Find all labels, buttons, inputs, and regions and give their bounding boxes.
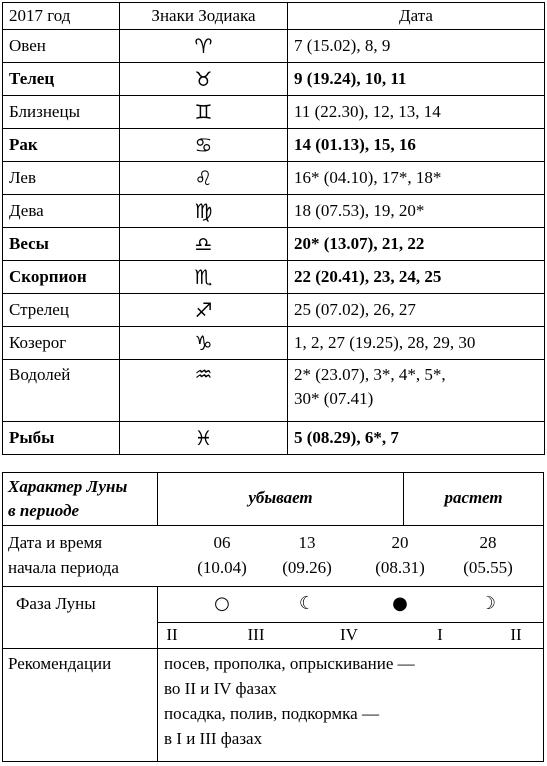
rule	[2, 586, 544, 587]
phase-number: IV	[340, 625, 358, 644]
waning-crescent-icon: ☾	[298, 593, 316, 614]
sign-dates: 7 (15.02), 8, 9	[288, 30, 545, 63]
capricorn-icon: ♑	[194, 331, 213, 355]
period-day: 13	[298, 533, 316, 552]
sign-dates: 11 (22.30), 12, 13, 14	[288, 96, 545, 129]
rule	[2, 472, 3, 762]
sign-dates	[288, 360, 545, 422]
period-time: (08.31)	[375, 558, 425, 577]
date-time-label: Дата и время	[8, 533, 103, 552]
date-time-label: начала периода	[8, 558, 119, 577]
table-row	[3, 96, 545, 129]
table-row	[3, 294, 545, 327]
pisces-icon: ♓	[194, 426, 213, 450]
moon-character-label: в периоде	[8, 501, 80, 520]
aquarius-icon: ♒	[194, 362, 213, 386]
date-header: Дата	[288, 3, 545, 30]
sign-name: Овен	[3, 30, 120, 63]
rule	[2, 525, 544, 526]
sign-name: Козерог	[3, 327, 120, 360]
period-day: 28	[479, 533, 497, 552]
sign-dates: 16* (04.10), 17*, 18*	[288, 162, 545, 195]
sign-name: Скорпион	[3, 261, 120, 294]
sign-dates: 22 (20.41), 23, 24, 25	[288, 261, 545, 294]
sign-name: Рыбы	[3, 422, 120, 455]
table-row	[3, 195, 545, 228]
table-row	[3, 129, 545, 162]
recommendation-line: посадка, полив, подкормка —	[164, 704, 379, 723]
sign-dates: 1, 2, 27 (19.25), 28, 29, 30	[288, 327, 545, 360]
cancer-icon: ♋	[194, 133, 213, 157]
phase-number: III	[247, 625, 265, 644]
phase-number: II	[166, 625, 178, 644]
zodiac-table	[2, 2, 545, 455]
rule	[157, 586, 158, 762]
sign-name: Телец	[3, 63, 120, 96]
gemini-icon: ♊	[194, 100, 213, 124]
moon-phase-label: Фаза Луны	[16, 594, 96, 613]
sign-dates: 20* (13.07), 21, 22	[288, 228, 545, 261]
signs-header: Знаки Зодиака	[120, 3, 288, 30]
recommendation-line: в I и III фазах	[164, 729, 263, 748]
sign-dates: 14 (01.13), 15, 16	[288, 129, 545, 162]
rule	[2, 761, 544, 762]
zodiac-header-row	[3, 3, 545, 30]
period-time: (09.26)	[282, 558, 332, 577]
table-row	[3, 261, 545, 294]
recommendation-line: посев, прополка, опрыскивание —	[164, 654, 415, 673]
year-header: 2017 год	[3, 3, 120, 30]
table-row	[3, 63, 545, 96]
sign-dates: 18 (07.53), 19, 20*	[288, 195, 545, 228]
phase-number: I	[437, 625, 443, 644]
sign-name: Лев	[3, 162, 120, 195]
sign-name: Весы	[3, 228, 120, 261]
moon-character-label: Характер Луны	[8, 477, 128, 496]
sagittarius-icon: ♐	[194, 298, 213, 322]
rule	[2, 472, 544, 473]
sign-name: Стрелец	[3, 294, 120, 327]
sign-dates-line: 30* (07.41)	[294, 389, 374, 408]
rule	[2, 648, 544, 649]
sign-name: Водолей	[3, 360, 120, 422]
virgo-icon: ♍	[194, 199, 213, 223]
recommendation-line: во II и IV фазах	[164, 679, 277, 698]
sign-name: Дева	[3, 195, 120, 228]
table-row	[3, 360, 545, 422]
sign-dates: 9 (19.24), 10, 11	[288, 63, 545, 96]
period-day: 20	[391, 533, 409, 552]
moon-table	[2, 472, 544, 762]
scorpio-icon: ♏	[194, 265, 213, 289]
table-row	[3, 162, 545, 195]
new-moon-icon: ●	[392, 593, 408, 614]
table-row	[3, 228, 545, 261]
phase-number: II	[510, 625, 522, 644]
table-row	[3, 30, 545, 63]
period-time: (05.55)	[463, 558, 513, 577]
sign-name: Рак	[3, 129, 120, 162]
libra-icon: ♎	[194, 232, 213, 256]
period-time: (10.04)	[197, 558, 247, 577]
sign-name: Близнецы	[3, 96, 120, 129]
period-day: 06	[213, 533, 231, 552]
aries-icon: ♈	[194, 34, 213, 58]
waning-label: убывает	[248, 488, 313, 507]
sign-dates-line: 2* (23.07), 3*, 4*, 5*,	[294, 365, 446, 384]
sign-dates: 25 (07.02), 26, 27	[288, 294, 545, 327]
recommendations-label: Рекомендации	[8, 654, 112, 673]
waxing-label: растет	[444, 488, 503, 507]
full-moon-icon: ○	[214, 593, 230, 614]
table-row	[3, 327, 545, 360]
waxing-crescent-icon: ☽	[479, 593, 497, 614]
leo-icon: ♌	[194, 166, 213, 190]
sign-dates: 5 (08.29), 6*, 7	[288, 422, 545, 455]
table-row	[3, 422, 545, 455]
rule	[543, 472, 544, 762]
taurus-icon: ♉	[194, 67, 213, 91]
